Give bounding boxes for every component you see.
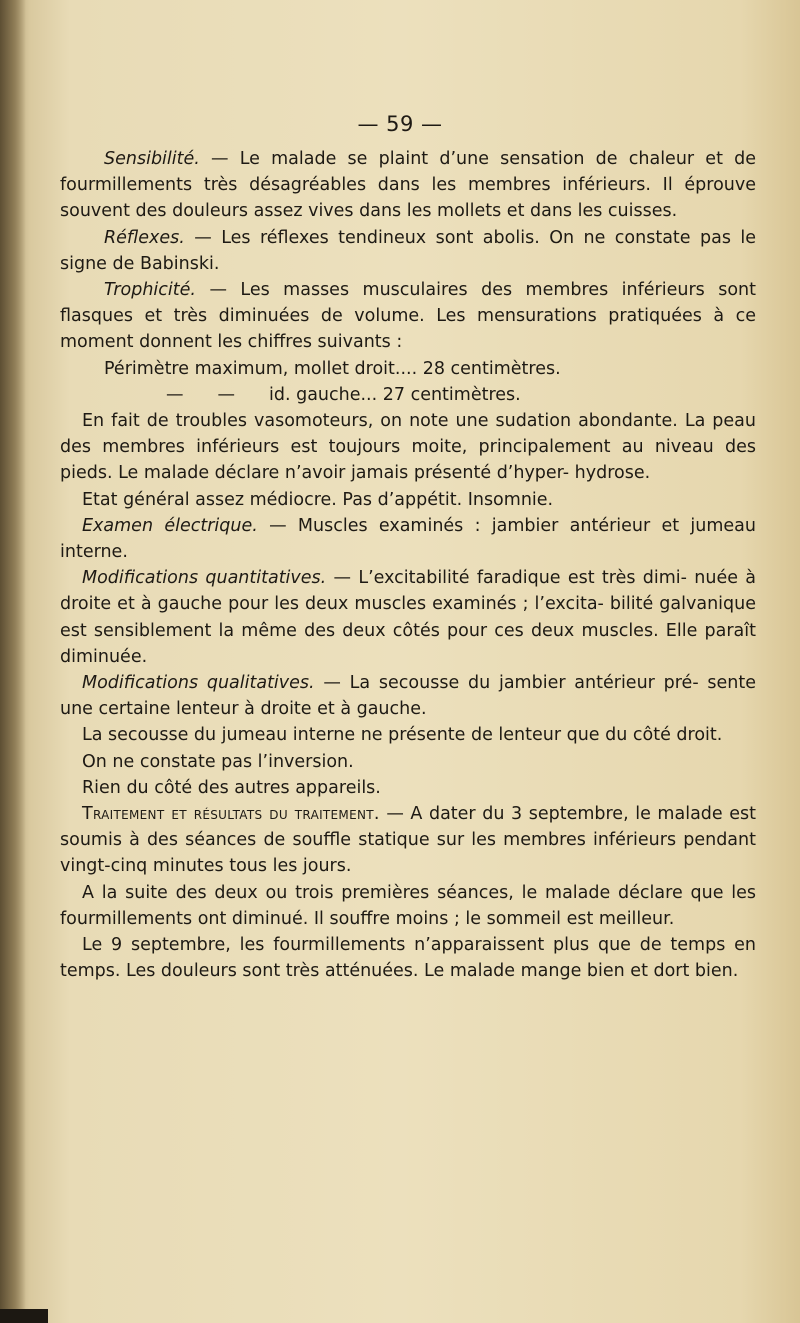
- text-examen: — Muscles examinés : jambier antérieur et jumeau interne.: [60, 515, 756, 563]
- paragraph-quantitatives: [60, 565, 756, 670]
- paragraph-appareils: [60, 775, 756, 801]
- paragraph-traitement: [60, 801, 756, 880]
- page-number: — 59 —: [357, 112, 443, 136]
- ditto-dash-1: —: [166, 384, 184, 405]
- page-body: [60, 146, 756, 985]
- text-trophicite: — Les masses musculaires des membres inférieurs sont flasques et très diminuées de volume. Les mensurations pratiquées à ce moment donnent les chiffres suivants :: [60, 280, 756, 353]
- paragraph-examen: [60, 513, 756, 565]
- paragraph-vasomoteurs: [60, 408, 756, 487]
- measurement-right-calf: Périmètre maximum, mollet droit.... 28 centimètres.: [104, 358, 561, 379]
- text-qualitatives: — La secousse du jambier antérieur pré- sente une certaine lenteur à droite et à gauche.: [60, 673, 757, 720]
- text-sensibilite: — Le malade se plaint d’une sensation de chaleur et de fourmillements très désagréables dans les membres inférieurs. Il éprouve souvent des douleurs assez vives dans les mollets et dans les cuisses.: [60, 149, 756, 222]
- measurement-left-text: id. gauche... 27 centimètres.: [269, 384, 521, 405]
- measurement-left-calf: [60, 382, 756, 408]
- text-reflexes: — Les réflexes tendineux sont abolis. On ne constate pas le signe de Babinski.: [60, 227, 756, 274]
- text-jumeau: La secousse du jumeau interne ne présente de lenteur que du côté droit.: [82, 725, 723, 746]
- text-inversion: On ne constate pas l’inversion.: [82, 751, 354, 772]
- page-edge-mark: [0, 1309, 48, 1323]
- text-quantitatives: — L’excitabilité faradique est très dimi- nuée à droite et à gauche pour les deux muscles examinés ; l’excita- bilité galvanique est sensiblement la même des deux côtés pour ces deux muscles. Elle paraît diminuée.: [60, 568, 756, 667]
- text-traitement: — A dater du 3 septembre, le malade est soumis à des séances de souffle statique sur les membres inférieurs pendant vingt-cinq minutes tous les jours.: [60, 804, 756, 877]
- text-etat: Etat général assez médiocre. Pas d’appétit. Insomnie.: [82, 489, 554, 510]
- paragraph-septembre: [60, 932, 756, 984]
- text-septembre: Le 9 septembre, les fourmillements n’apparaissent plus que de temps en temps. Les douleurs sont très atténuées. Le malade mange bien et dort bien.: [60, 935, 756, 982]
- heading-traitement: Traitement et résultats du traitement.: [82, 804, 380, 825]
- paragraph-sensibilite: [60, 146, 756, 225]
- heading-qualitatives: Modifications qualitatives.: [82, 673, 315, 694]
- heading-trophicite: Trophicité.: [104, 280, 196, 301]
- paragraph-suite: [60, 880, 756, 932]
- text-suite: A la suite des deux ou trois premières séances, le malade déclare que les fourmillements ont diminué. Il souffre moins ; le sommeil est meilleur.: [60, 882, 756, 929]
- paragraph-jumeau: [60, 722, 756, 748]
- paragraph-qualitatives: [60, 670, 756, 722]
- text-vasomoteurs: En fait de troubles vasomoteurs, on note une sudation abondante. La peau des membres inférieurs est toujours moite, principalement au niveau des pieds. Le malade déclare n’avoir jamais présenté d’hyper- hydrose.: [60, 411, 756, 484]
- paragraph-trophicite: [60, 277, 756, 356]
- ditto-dash-2: —: [217, 384, 235, 405]
- heading-sensibilite: Sensibilité.: [104, 149, 200, 169]
- heading-reflexes: Réflexes.: [104, 227, 185, 248]
- text-appareils: Rien du côté des autres appareils.: [82, 777, 381, 798]
- heading-examen: Examen électrique.: [82, 515, 258, 536]
- heading-quantitatives: Modifications quantitatives.: [82, 568, 327, 589]
- paragraph-etat: [60, 487, 756, 513]
- paragraph-reflexes: [60, 225, 756, 277]
- paragraph-inversion: [60, 749, 756, 775]
- page-binding-shadow: [0, 0, 26, 1323]
